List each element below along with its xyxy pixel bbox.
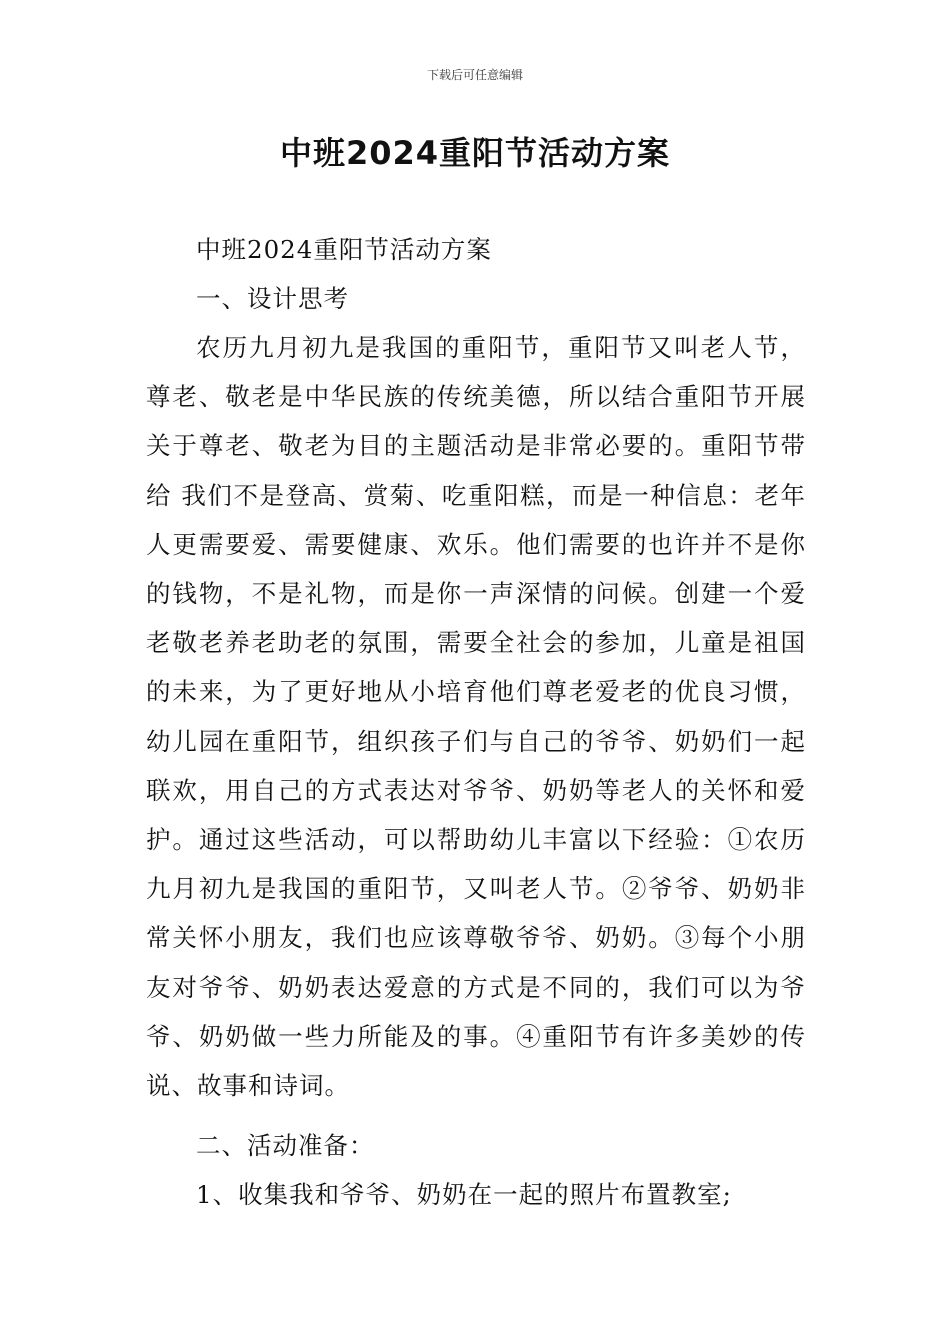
section2-item-1: 1、收集我和爷爷、奶奶在一起的照片布置教室; (196, 1180, 732, 1209)
section1-heading: 一、设计思考 (196, 284, 349, 313)
subtitle-line: 中班2024重阳节活动方案 (196, 235, 492, 264)
header-note: 下载后可任意编辑 (426, 68, 523, 82)
section1-paragraph: 农历九月初九是我国的重阳节，重阳节又叫老人节，尊老、敬老是中华民族的传统美德，所以结合重阳节开展关于尊老、敬老为目的主题活动是非常必要的。重阳节带给 我们不是登高、赏菊、吃重阳糕，而是一种信息：老年人更需要爱、需要健康、欢乐。他们需要的也许并不是你的钱物，不是礼物，而是你一声深情的问候。创建一个爱老敬老养老助老的氛围，需要全社会的参加，儿童是祖国的未来，为了更好地从小培育他们尊老爱老的优良习惯，幼儿园在重阳节，组织孩子们与自己的爷爷、奶奶们一起联欢，用自己的方式表达对爷爷、奶奶等老人的关怀和爱护。通过这些活动，可以帮助幼儿丰富以下经验：①农历九月初九是我国的重阳节，又叫老人节。②爷爷、奶奶非常关怀小朋友，我们也应该尊敬爷爷、奶奶。③每个小朋友对爷爷、奶奶表达爱意的方式是不同的，我们可以为爷爷、奶奶做一些力所能及的事。④重阳节有许多美妙的传说、故事和诗词。 (146, 333, 806, 1101)
section1-body (146, 323, 806, 1110)
document-title: 中班2024重阳节活动方案 (279, 134, 671, 172)
section2-heading: 二、活动准备： (196, 1131, 375, 1160)
